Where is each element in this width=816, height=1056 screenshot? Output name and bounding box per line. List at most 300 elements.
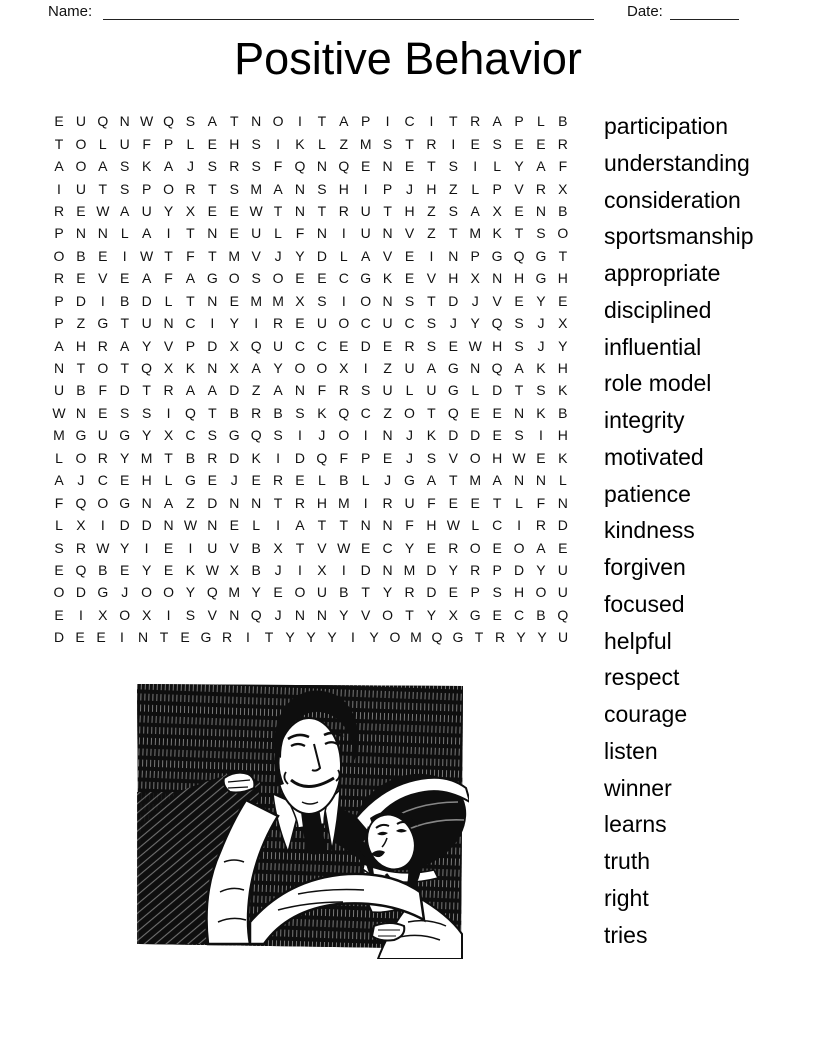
- grid-letter: V: [382, 247, 393, 264]
- grid-letter: K: [382, 270, 393, 287]
- grid-letter: R: [97, 449, 108, 466]
- grid-letter: F: [186, 247, 195, 264]
- grid-letter: F: [54, 494, 64, 511]
- word-list-item: tries: [604, 921, 648, 948]
- grid-letter: G: [535, 270, 547, 287]
- grid-letter: Y: [537, 629, 547, 646]
- grid-letter: C: [360, 404, 371, 421]
- grid-row: [52, 334, 570, 356]
- grid-letter: V: [404, 225, 415, 242]
- grid-letter: O: [316, 360, 328, 377]
- grid-letter: R: [97, 337, 108, 354]
- grid-letter: T: [514, 225, 524, 242]
- date-fill-in-line[interactable]: [670, 4, 739, 20]
- grid-letter: V: [492, 292, 502, 309]
- grid-letter: W: [183, 517, 198, 534]
- grid-letter: M: [359, 135, 372, 152]
- grid-letter: Q: [491, 315, 503, 332]
- grid-letter: T: [474, 629, 484, 646]
- grid-letter: U: [426, 382, 437, 399]
- grid-letter: V: [448, 449, 458, 466]
- grid-letter: Q: [206, 584, 218, 601]
- grid-letter: T: [317, 517, 327, 534]
- grid-letter: T: [449, 113, 458, 130]
- grid-letter: R: [294, 494, 306, 511]
- grid-letter: I: [144, 539, 149, 556]
- grid-letter: N: [316, 158, 327, 175]
- grid-letter: V: [163, 337, 174, 354]
- grid-letter: U: [316, 315, 327, 332]
- grid-letter: V: [251, 247, 261, 264]
- grid-letter: V: [514, 180, 524, 197]
- grid-letter: R: [426, 135, 437, 152]
- grid-letter: P: [141, 180, 152, 197]
- grid-letter: N: [448, 247, 459, 264]
- grid-letter: B: [98, 561, 108, 578]
- grid-letter: W: [96, 202, 110, 219]
- grid-letter: G: [200, 629, 212, 646]
- grid-row: [52, 200, 570, 222]
- grid-row: [52, 155, 570, 177]
- grid-letter: T: [142, 382, 151, 399]
- grid-letter: O: [53, 247, 65, 264]
- grid-letter: O: [272, 113, 284, 130]
- grid-letter: N: [207, 292, 218, 309]
- grid-letter: E: [339, 337, 349, 354]
- grid-letter: J: [449, 315, 457, 332]
- grid-letter: A: [207, 382, 218, 399]
- grid-letter: Y: [536, 292, 546, 309]
- grid-letter: F: [558, 158, 568, 175]
- grid-letter: T: [449, 225, 458, 242]
- grid-letter: L: [120, 225, 129, 242]
- grid-letter: S: [426, 337, 437, 354]
- grid-letter: Q: [294, 158, 306, 175]
- grid-letter: A: [295, 517, 305, 534]
- word-list-item: helpful: [604, 627, 672, 654]
- grid-letter: Y: [536, 561, 546, 578]
- grid-letter: E: [98, 404, 108, 421]
- grid-letter: U: [119, 135, 130, 152]
- grid-letter: M: [140, 449, 153, 466]
- grid-letter: N: [163, 315, 174, 332]
- grid-letter: H: [141, 472, 152, 489]
- grid-letter: B: [558, 404, 568, 421]
- grid-letter: R: [273, 315, 284, 332]
- grid-letter: V: [229, 539, 239, 556]
- grid-letter: C: [294, 337, 306, 354]
- grid-letter: S: [426, 315, 437, 332]
- grid-letter: S: [207, 427, 218, 444]
- grid-letter: E: [75, 629, 85, 646]
- grid-letter: A: [514, 360, 524, 377]
- grid-letter: I: [120, 629, 124, 646]
- grid-letter: L: [471, 517, 480, 534]
- grid-letter: S: [492, 584, 502, 601]
- illustration-couple: [128, 682, 469, 959]
- grid-letter: F: [427, 494, 436, 511]
- grid-letter: Z: [76, 315, 86, 332]
- grid-letter: I: [276, 449, 280, 466]
- grid-letter: H: [513, 584, 525, 601]
- grid-letter: Z: [383, 360, 392, 377]
- grid-letter: R: [470, 561, 481, 578]
- grid-letter: R: [53, 270, 65, 287]
- word-list-item: consideration: [604, 186, 741, 213]
- grid-letter: L: [493, 158, 502, 175]
- grid-letter: T: [317, 113, 327, 130]
- grid-row: [52, 379, 570, 401]
- grid-letter: H: [513, 270, 525, 287]
- grid-letter: V: [361, 606, 371, 623]
- grid-letter: T: [295, 539, 305, 556]
- grid-letter: L: [274, 225, 282, 242]
- grid-letter: N: [294, 180, 306, 197]
- grid-letter: R: [382, 494, 393, 511]
- grid-letter: A: [141, 270, 152, 287]
- grid-letter: R: [470, 113, 481, 130]
- grid-letter: Y: [306, 629, 316, 646]
- grid-letter: R: [251, 404, 262, 421]
- grid-letter: S: [317, 180, 327, 197]
- grid-letter: R: [494, 629, 506, 646]
- grid-letter: T: [383, 202, 392, 219]
- grid-letter: M: [250, 180, 262, 197]
- grid-letter: W: [468, 337, 482, 354]
- grid-letter: P: [361, 113, 371, 130]
- grid-letter: S: [404, 292, 415, 309]
- word-list-item: influential: [604, 333, 702, 360]
- grid-row: [52, 469, 570, 491]
- grid-letter: Y: [327, 629, 337, 646]
- grid-letter: J: [274, 561, 282, 578]
- grid-row: [52, 357, 570, 379]
- grid-letter: W: [249, 202, 263, 219]
- grid-letter: E: [295, 472, 305, 489]
- grid-letter: E: [536, 135, 546, 152]
- grid-letter: S: [426, 449, 437, 466]
- grid-letter: I: [276, 135, 280, 152]
- grid-letter: E: [54, 113, 64, 130]
- grid-row: [52, 581, 570, 603]
- grid-letter: C: [185, 427, 196, 444]
- grid-letter: N: [251, 494, 262, 511]
- grid-letter: O: [513, 539, 525, 556]
- grid-letter: E: [470, 135, 480, 152]
- grid-letter: I: [254, 315, 259, 332]
- grid-letter: M: [337, 494, 350, 511]
- grid-letter: E: [120, 472, 130, 489]
- grid-letter: C: [492, 517, 503, 534]
- grid-letter: D: [513, 561, 525, 578]
- grid-letter: U: [75, 113, 86, 130]
- grid-letter: O: [97, 360, 109, 377]
- grid-letter: V: [426, 270, 437, 287]
- grid-letter: I: [166, 404, 171, 421]
- grid-letter: I: [451, 135, 456, 152]
- grid-row: [52, 536, 570, 558]
- grid-letter: I: [363, 427, 368, 444]
- grid-letter: T: [229, 113, 239, 130]
- grid-letter: A: [185, 270, 196, 287]
- page-title: Positive Behavior: [234, 33, 582, 84]
- grid-letter: U: [141, 202, 152, 219]
- grid-letter: A: [54, 337, 64, 354]
- grid-letter: D: [426, 584, 437, 601]
- name-fill-in-line[interactable]: [103, 4, 594, 20]
- grid-letter: D: [448, 292, 459, 309]
- grid-letter: E: [54, 606, 64, 623]
- grid-letter: J: [274, 247, 282, 264]
- grid-letter: L: [98, 135, 107, 152]
- grid-letter: X: [163, 427, 174, 444]
- grid-letter: E: [163, 539, 174, 556]
- grid-letter: A: [120, 202, 130, 219]
- grid-letter: Q: [447, 404, 459, 421]
- grid-letter: H: [316, 494, 327, 511]
- grid-letter: A: [141, 225, 152, 242]
- grid-letter: E: [514, 135, 524, 152]
- grid-letter: S: [120, 158, 130, 175]
- grid-letter: S: [448, 158, 458, 175]
- grid-letter: Q: [75, 561, 87, 578]
- grid-letter: U: [53, 382, 65, 399]
- grid-letter: C: [338, 270, 349, 287]
- grid-letter: U: [382, 315, 393, 332]
- grid-letter: T: [208, 180, 217, 197]
- grid-letter: T: [208, 404, 217, 421]
- grid-letter: L: [361, 472, 370, 489]
- grid-letter: S: [317, 292, 327, 309]
- grid-letter: T: [317, 202, 327, 219]
- grid-letter: E: [492, 539, 502, 556]
- grid-letter: Q: [163, 113, 174, 130]
- grid-letter: P: [185, 337, 196, 354]
- grid-letter: A: [273, 180, 283, 197]
- grid-letter: L: [405, 382, 414, 399]
- grid-letter: B: [185, 449, 196, 466]
- couple-engraving-graphic: [128, 682, 469, 959]
- grid-letter: A: [339, 113, 349, 130]
- grid-letter: N: [535, 202, 546, 219]
- grid-letter: G: [119, 427, 131, 444]
- grid-letter: H: [426, 517, 437, 534]
- grid-letter: K: [536, 404, 546, 421]
- grid-letter: O: [141, 584, 153, 601]
- grid-row: [52, 312, 570, 334]
- grid-letter: B: [76, 382, 86, 399]
- grid-letter: Q: [557, 606, 569, 623]
- grid-letter: T: [120, 315, 129, 332]
- grid-letter: X: [229, 561, 239, 578]
- grid-letter: Q: [184, 404, 196, 421]
- grid-letter: B: [558, 202, 568, 219]
- grid-letter: Z: [427, 225, 436, 242]
- grid-letter: X: [558, 315, 568, 332]
- word-list-item: integrity: [604, 407, 685, 433]
- grid-letter: U: [404, 360, 415, 377]
- grid-letter: N: [470, 360, 481, 377]
- grid-letter: S: [492, 135, 502, 152]
- grid-letter: C: [360, 315, 371, 332]
- grid-letter: W: [205, 561, 219, 578]
- grid-letter: E: [492, 404, 502, 421]
- grid-letter: E: [229, 225, 239, 242]
- grid-letter: L: [317, 472, 326, 489]
- grid-letter: T: [164, 449, 173, 466]
- grid-letter: P: [470, 584, 480, 601]
- grid-letter: Y: [448, 561, 458, 578]
- grid-letter: G: [404, 472, 415, 489]
- grid-letter: P: [514, 113, 524, 130]
- grid-letter: U: [75, 180, 86, 197]
- word-list-item: listen: [604, 737, 658, 764]
- word-list-item: understanding: [604, 149, 750, 176]
- grid-letter: K: [536, 360, 546, 377]
- grid-letter: J: [384, 472, 392, 489]
- grid-letter: B: [229, 404, 239, 421]
- grid-letter: Y: [558, 337, 568, 354]
- grid-letter: K: [558, 449, 568, 466]
- grid-letter: E: [558, 539, 568, 556]
- grid-letter: F: [164, 270, 173, 287]
- grid-letter: A: [536, 158, 546, 175]
- grid-letter: E: [558, 292, 568, 309]
- grid-letter: N: [294, 382, 306, 399]
- word-list-item: winner: [604, 774, 672, 801]
- grid-letter: A: [492, 113, 502, 130]
- grid-letter: U: [382, 382, 393, 399]
- grid-letter: L: [55, 449, 63, 466]
- grid-letter: G: [491, 247, 503, 264]
- grid-letter: X: [163, 360, 174, 377]
- grid-letter: A: [251, 360, 261, 377]
- grid-letter: H: [426, 180, 437, 197]
- grid-letter: C: [316, 337, 327, 354]
- woman-hand: [224, 773, 255, 793]
- grid-letter: N: [382, 158, 393, 175]
- grid-letter: A: [185, 382, 196, 399]
- grid-letter: H: [338, 180, 349, 197]
- grid-letter: T: [273, 494, 283, 511]
- grid-row: [52, 559, 570, 581]
- grid-letter: U: [404, 494, 415, 511]
- grid-letter: C: [513, 606, 525, 623]
- grid-letter: I: [57, 180, 61, 197]
- grid-letter: E: [514, 292, 524, 309]
- grid-letter: G: [452, 629, 464, 646]
- grid-letter: N: [382, 225, 393, 242]
- grid-letter: F: [339, 449, 349, 466]
- grid-letter: R: [185, 180, 196, 197]
- grid-letter: A: [98, 158, 108, 175]
- grid-letter: W: [140, 113, 154, 130]
- grid-letter: Y: [273, 360, 283, 377]
- grid-letter: I: [78, 606, 83, 623]
- grid-letter: G: [535, 247, 547, 264]
- grid-letter: O: [75, 158, 87, 175]
- grid-letter: H: [557, 360, 568, 377]
- grid-letter: L: [515, 494, 523, 511]
- grid-letter: N: [137, 629, 149, 646]
- grid-letter: L: [558, 472, 567, 489]
- grid-letter: B: [558, 113, 568, 130]
- grid-letter: U: [360, 225, 371, 242]
- grid-letter: I: [363, 494, 368, 511]
- grid-letter: J: [406, 180, 413, 197]
- grid-letter: E: [470, 494, 480, 511]
- grid-letter: N: [251, 113, 262, 130]
- grid-letter: T: [186, 292, 195, 309]
- grid-letter: E: [96, 629, 106, 646]
- grid-letter: D: [557, 517, 568, 534]
- date-label: Date:: [627, 3, 663, 20]
- word-list-item: appropriate: [604, 260, 721, 286]
- grid-letter: N: [141, 494, 152, 511]
- grid-letter: G: [97, 315, 109, 332]
- grid-letter: S: [120, 404, 130, 421]
- word-list-item: right: [604, 884, 649, 911]
- grid-letter: E: [448, 494, 458, 511]
- grid-letter: T: [76, 360, 86, 377]
- grid-letter: H: [492, 449, 503, 466]
- grid-letter: S: [54, 539, 64, 556]
- grid-letter: T: [273, 202, 283, 219]
- grid-row: [52, 626, 570, 648]
- grid-letter: G: [469, 606, 481, 623]
- grid-letter: Y: [251, 584, 261, 601]
- grid-letter: T: [186, 225, 195, 242]
- name-label: Name:: [48, 3, 93, 20]
- grid-letter: R: [448, 539, 459, 556]
- grid-letter: J: [537, 315, 545, 332]
- grid-letter: W: [512, 449, 526, 466]
- grid-letter: F: [273, 158, 283, 175]
- grid-row: [52, 222, 570, 244]
- grid-letter: G: [447, 382, 459, 399]
- grid-letter: E: [295, 270, 305, 287]
- grid-letter: L: [317, 135, 326, 152]
- grid-letter: G: [97, 584, 109, 601]
- grid-letter: Q: [491, 360, 503, 377]
- grid-letter: Q: [97, 113, 109, 130]
- grid-letter: S: [120, 180, 130, 197]
- grid-letter: X: [470, 270, 480, 287]
- grid-letter: L: [55, 517, 63, 534]
- grid-letter: U: [360, 202, 371, 219]
- grid-letter: Y: [404, 539, 415, 556]
- grid-letter: N: [513, 472, 525, 489]
- grid-letter: T: [120, 360, 129, 377]
- grid-letter: I: [122, 247, 127, 264]
- grid-letter: D: [360, 337, 371, 354]
- grid-letter: M: [272, 292, 284, 309]
- grid-letter: X: [492, 202, 502, 219]
- grid-letter: Y: [426, 606, 437, 623]
- grid-letter: W: [140, 247, 154, 264]
- grid-letter: R: [404, 337, 415, 354]
- grid-letter: J: [406, 449, 413, 466]
- grid-letter: J: [406, 427, 413, 444]
- grid-letter: I: [276, 517, 280, 534]
- grid-letter: T: [405, 135, 414, 152]
- grid-letter: A: [536, 539, 546, 556]
- grid-letter: U: [273, 337, 284, 354]
- grid-letter: D: [492, 382, 503, 399]
- grid-letter: T: [427, 158, 436, 175]
- grid-letter: R: [163, 382, 174, 399]
- grid-letter: Y: [229, 315, 239, 332]
